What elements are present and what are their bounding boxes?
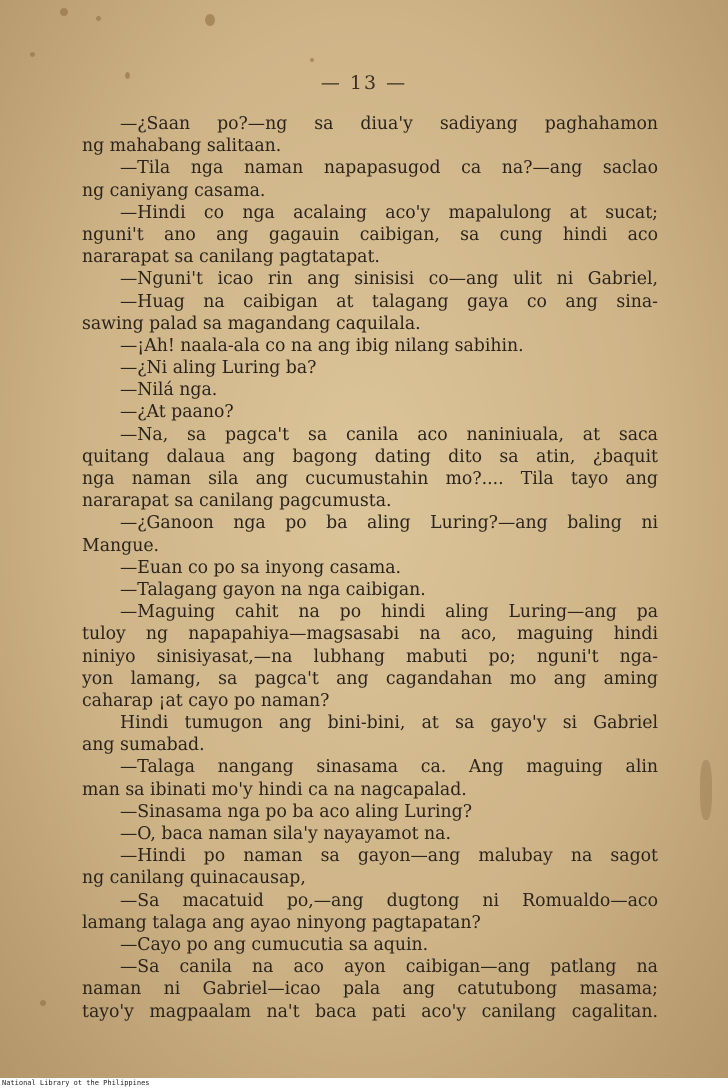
text-line: —Sa canila na aco ayon caibigan—ang patlang na xyxy=(120,957,658,978)
text-line: yon lamang, sa pagca't ang cagandahan mo ang aming xyxy=(82,668,658,689)
text-line: —¡Ah! naala-ala co na ang ibig nilang sabihin. xyxy=(120,335,524,356)
ink-stain xyxy=(310,58,314,62)
text-line: Hindi tumugon ang bini-bini, at sa gayo'y si Gabriel xyxy=(120,713,658,734)
text-line: —Huag na caibigan at talagang gaya co ang sina- xyxy=(120,291,658,312)
text-line: —¿Ganoon nga po ba aling Luring?—ang baling ni xyxy=(120,513,658,534)
text-line: niniyo sinisiyasat,—na lubhang mabuti po; nguni't nga- xyxy=(82,646,658,667)
text-line: sawing palad sa magandang caquilala. xyxy=(82,313,421,334)
text-line: —¿At paano? xyxy=(120,402,234,423)
text-line: —Cayo po ang cumucutia sa aquin. xyxy=(120,934,429,955)
text-line: nguni't ano ang gagauin caibigan, sa cung hindi aco xyxy=(82,224,658,245)
text-line: —Hindi co nga acalaing aco'y mapalulong at sucat; xyxy=(120,202,658,223)
text-line: ng canilang quinacausap, xyxy=(82,868,306,889)
ink-stain xyxy=(40,1000,46,1006)
text-line: Mangue. xyxy=(82,535,160,556)
text-line: —Euan co po sa inyong casama. xyxy=(120,557,401,578)
page-number: — 13 — xyxy=(320,72,408,94)
text-line: naman ni Gabriel—icao pala ang catutubong masama; xyxy=(82,979,658,1000)
text-line: lamang talaga ang ayao ninyong pagtapatan? xyxy=(82,912,481,933)
ink-stain xyxy=(205,14,215,26)
text-line: —Maguing cahit na po hindi aling Luring—ang pa xyxy=(120,602,658,623)
body-text xyxy=(82,113,658,1023)
text-line: —Tila nga naman napapasugod ca na?—ang saclao xyxy=(120,158,658,179)
text-line: —Na, sa pagca't sa canila aco naniniuala, at saca xyxy=(120,424,658,445)
ink-stain xyxy=(30,52,35,57)
text-line: nararapat sa canilang pagtatapat. xyxy=(82,247,380,268)
ink-stain xyxy=(60,8,68,16)
text-line: man sa ibinati mo'y hindi ca na nagcapalad. xyxy=(82,779,467,800)
library-watermark: National Library ot the Philippines xyxy=(0,1078,728,1088)
text-line: nararapat sa canilang pagcumusta. xyxy=(82,491,392,512)
text-line: —Sinasama nga po ba aco aling Luring? xyxy=(120,801,473,822)
text-line: quitang dalaua ang bagong dating dito sa atin, ¿baquit xyxy=(82,446,658,467)
text-line: ang sumabad. xyxy=(82,735,205,756)
text-line: —Talagang gayon na nga caibigan. xyxy=(120,579,426,600)
text-line: —Nguni't icao rin ang sinisisi co—ang ulit ni Gabriel, xyxy=(120,269,658,290)
text-line: —¿Saan po?—ng sa diua'y sadiyang paghahamon xyxy=(120,114,658,134)
text-line: ng mahabang salitaan. xyxy=(82,136,282,157)
text-line: —Sa macatuid po,—ang dugtong ni Romualdo—aco xyxy=(120,890,658,911)
text-line: ng caniyang casama. xyxy=(82,180,266,201)
text-line: —¿Ni aling Luring ba? xyxy=(120,358,317,379)
text-line: —Nilá nga. xyxy=(120,380,218,401)
text-line: tayo'y magpaalam na't baca pati aco'y canilang cagalitan. xyxy=(82,1001,658,1022)
text-line: —Hindi po naman sa gayon—ang malubay na sagot xyxy=(120,846,658,867)
ink-stain xyxy=(700,760,712,820)
text-line: caharap ¡at cayo po naman? xyxy=(82,690,330,711)
text-line: —Talaga nangang sinasama ca. Ang maguing alin xyxy=(120,757,658,778)
text-line: nga naman sila ang cucumustahin mo?.... Tila tayo ang xyxy=(82,469,658,489)
text-line: tuloy ng napapahiya—magsasabi na aco, maguing hindi xyxy=(82,624,658,645)
ink-stain xyxy=(96,16,101,21)
text-line: —O, baca naman sila'y nayayamot na. xyxy=(120,824,451,844)
